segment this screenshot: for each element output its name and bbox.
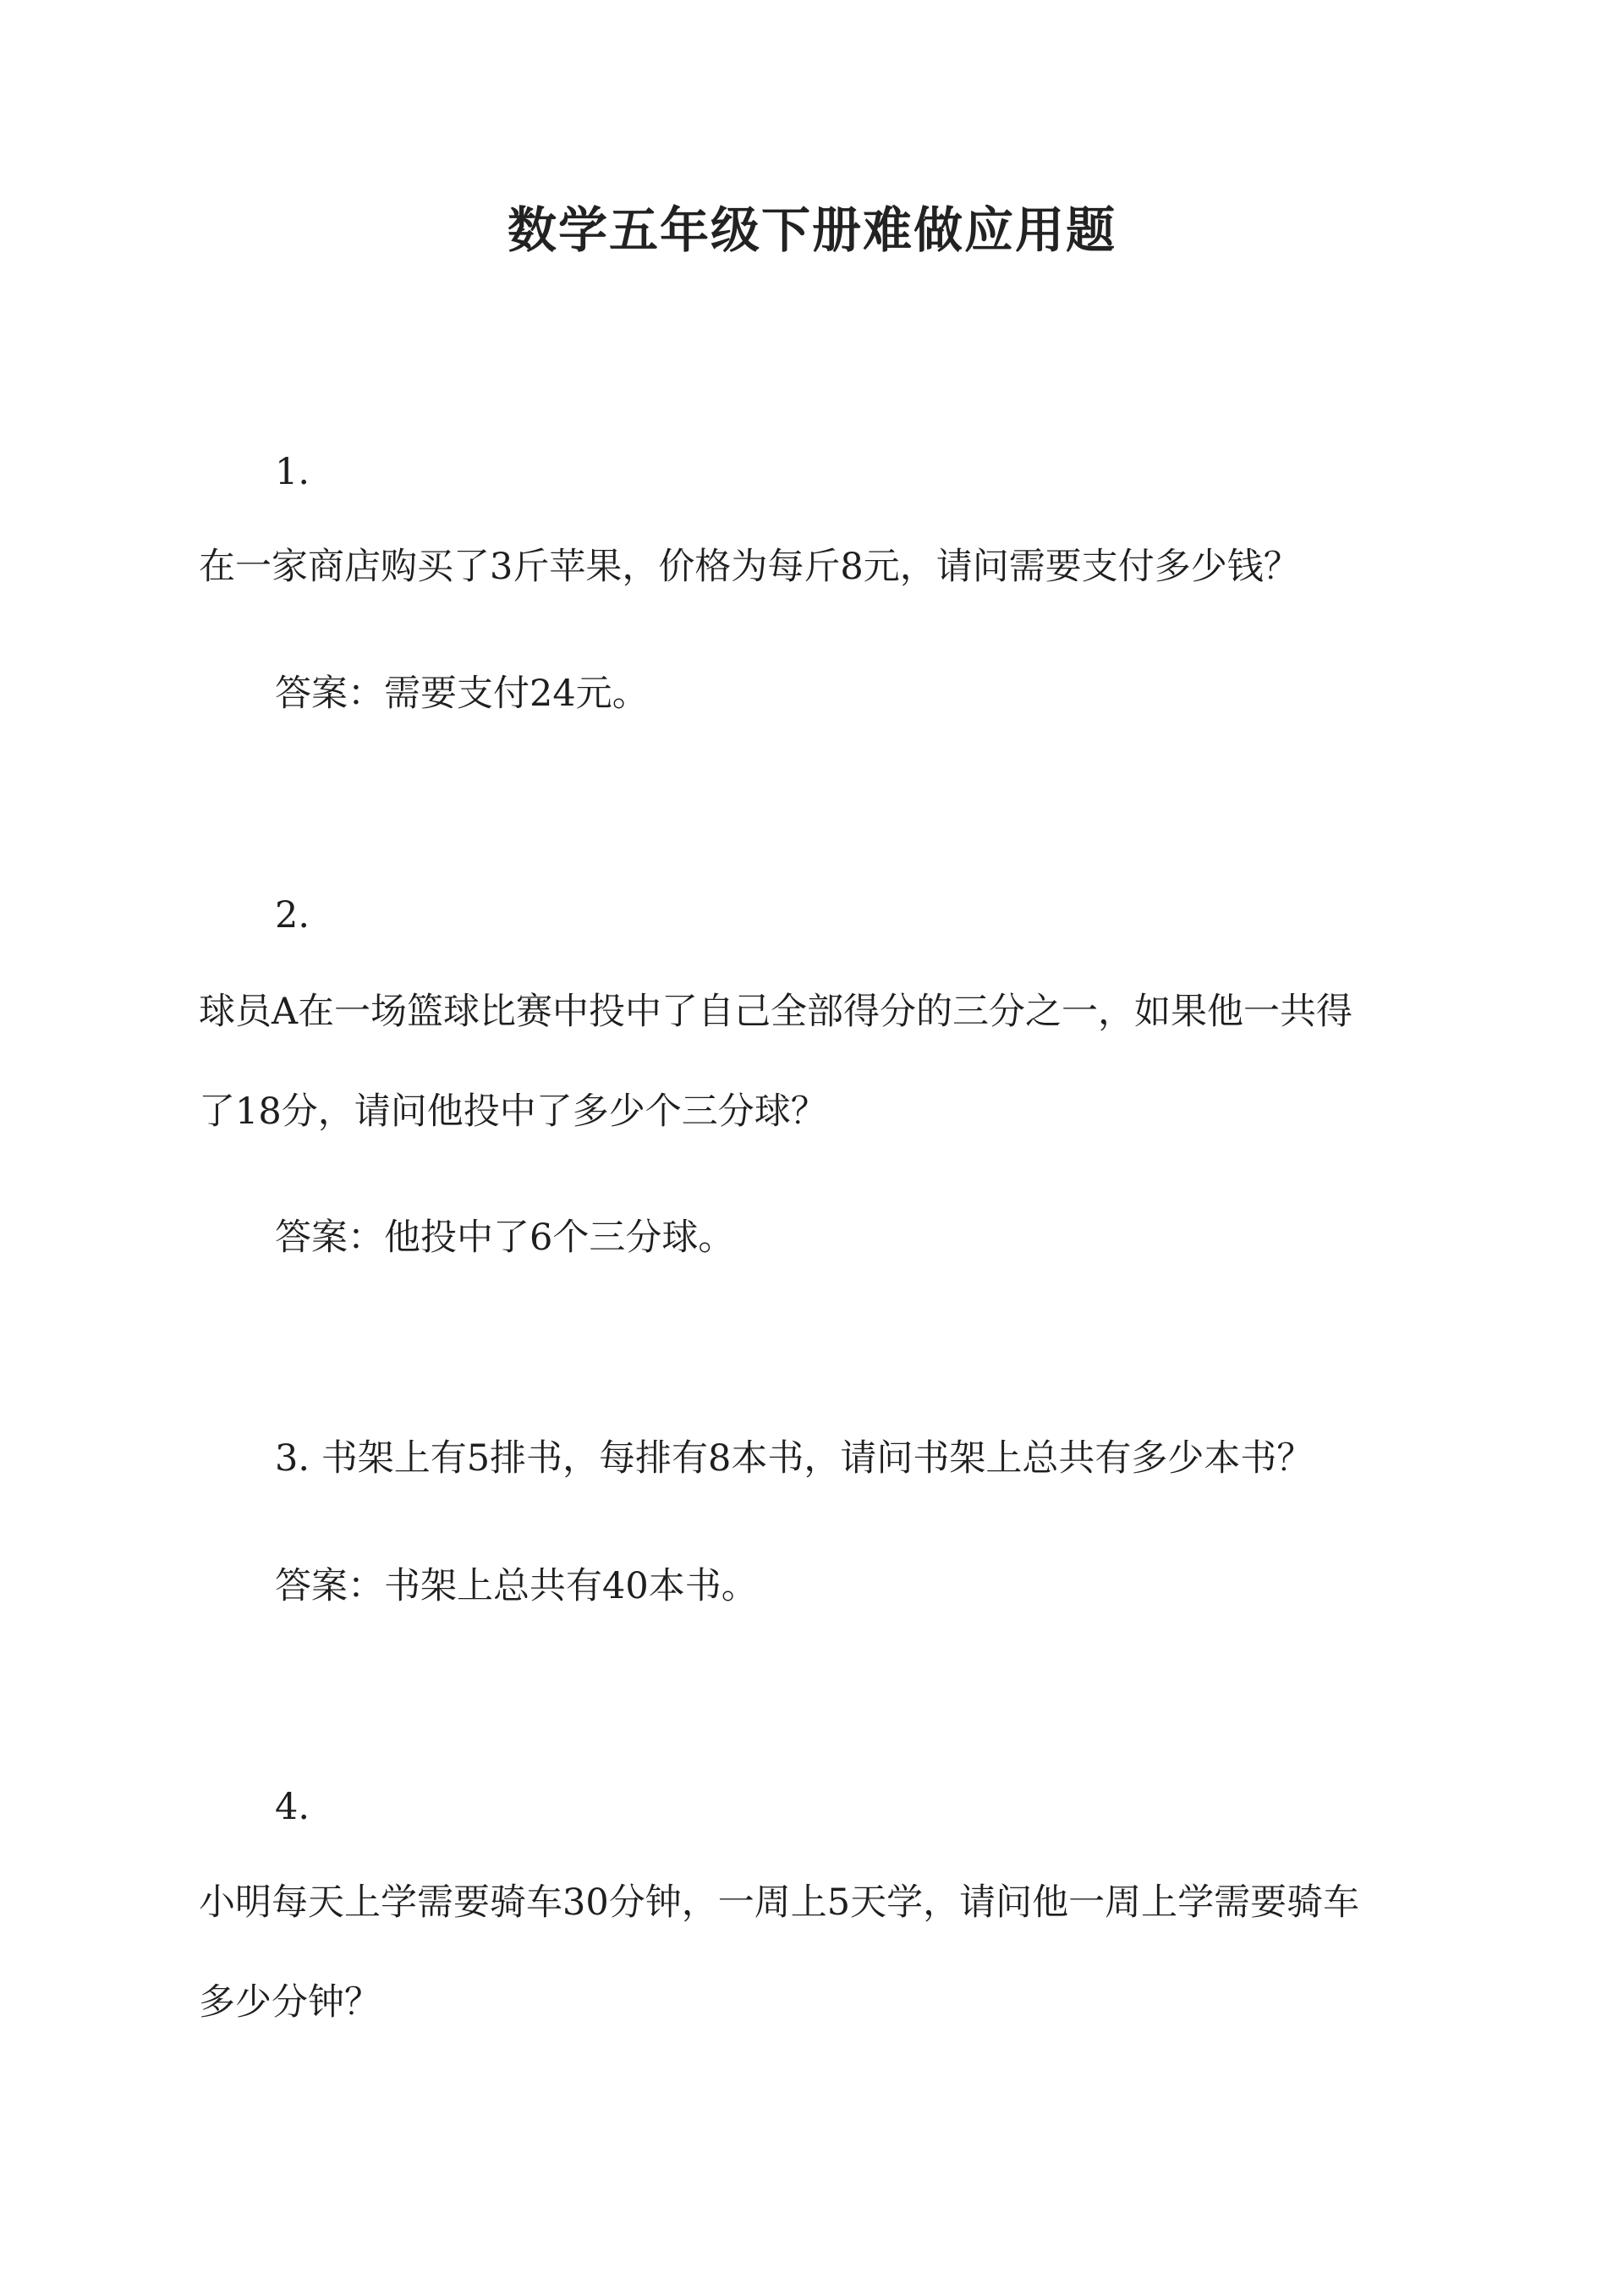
problem-2-question-line-2: 了18分，请问他投中了多少个三分球？ — [199, 1090, 827, 1133]
problem-2-question-line-1: 球员A在一场篮球比赛中投中了自己全部得分的三分之一，如果他一共得 — [199, 991, 1353, 1033]
problem-4-question-line-1: 小明每天上学需要骑车30分钟，一周上5天学，请问他一周上学需要骑车 — [199, 1881, 1360, 1924]
document-title: 数学五年级下册难做应用题 — [507, 201, 1116, 259]
problem-4-number: 4. — [275, 1786, 310, 1828]
problem-1-answer: 答案：需要支付24元。 — [275, 673, 649, 715]
problem-2-number: 2. — [275, 894, 310, 937]
problem-2-answer: 答案：他投中了6个三分球。 — [275, 1217, 735, 1259]
problem-3-question: 3. 书架上有5排书，每排有8本书，请问书架上总共有多少本书？ — [275, 1437, 1314, 1480]
problem-1-number: 1. — [275, 451, 310, 493]
problem-4-question-line-2: 多少分钟？ — [199, 1981, 381, 2024]
problem-3-answer: 答案：书架上总共有40本书。 — [275, 1565, 758, 1607]
problem-1-question: 在一家商店购买了3斤苹果，价格为每斤8元，请问需要支付多少钱？ — [199, 546, 1300, 588]
